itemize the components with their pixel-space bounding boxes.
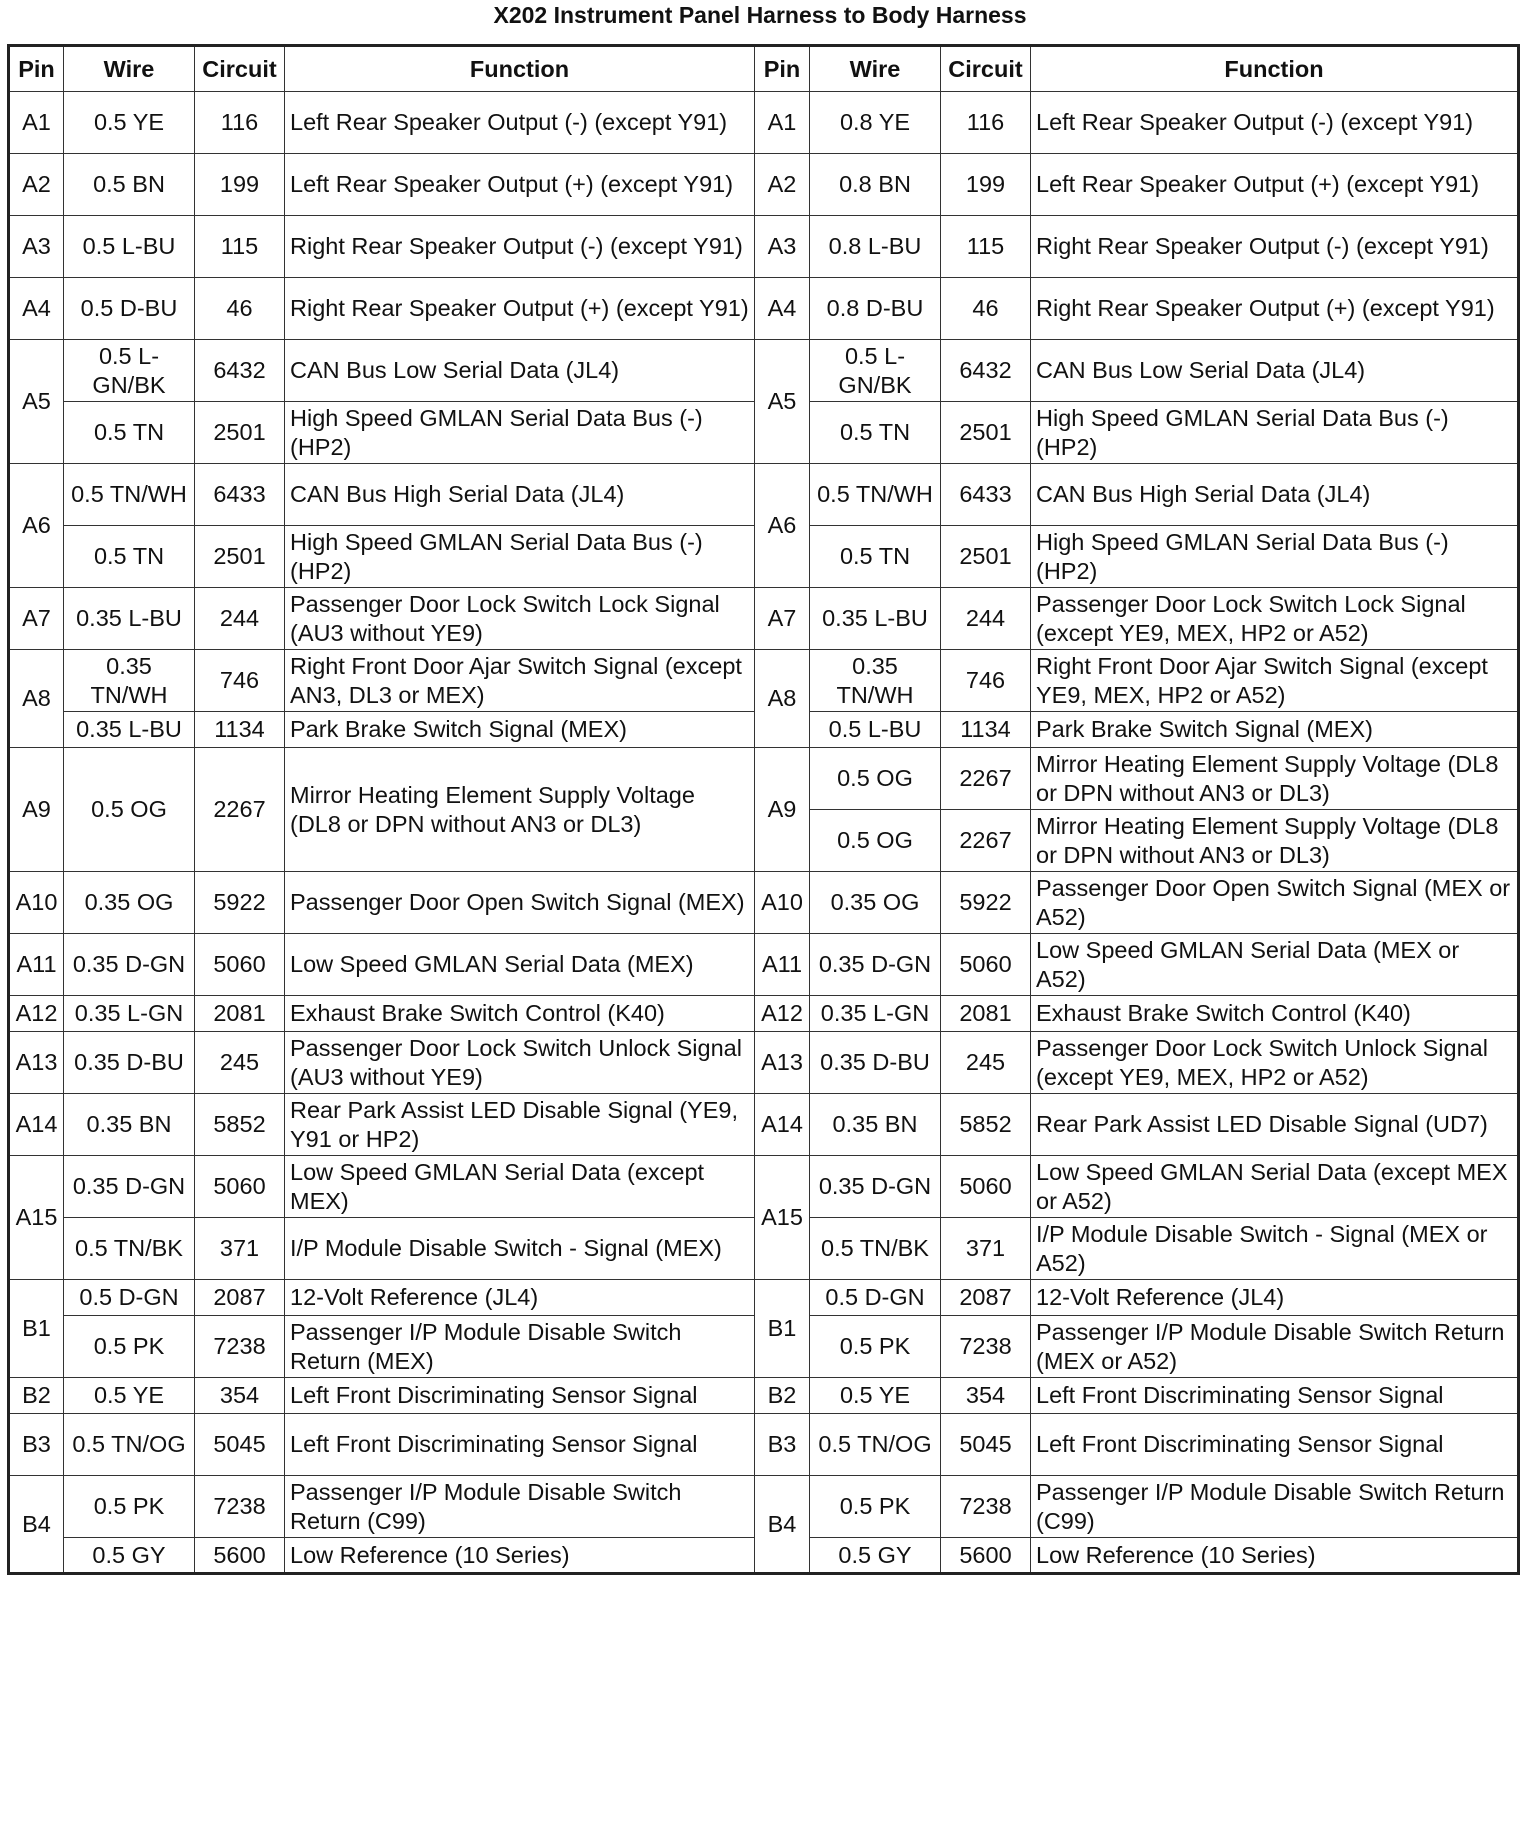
circuit-cell-right: 115 — [941, 216, 1031, 278]
pin-cell-left: A14 — [9, 1094, 64, 1156]
wire-cell-right: 0.5 GY — [810, 1538, 941, 1574]
pin-cell-left: A10 — [9, 872, 64, 934]
pin-cell-right: A9 — [755, 748, 810, 872]
circuit-cell-right: 244 — [941, 588, 1031, 650]
function-cell-right: Right Rear Speaker Output (+) (except Y91) — [1031, 278, 1519, 340]
wire-cell-left: 0.5 TN/OG — [64, 1414, 195, 1476]
header-function: Function — [1031, 46, 1519, 92]
function-cell-right: I/P Module Disable Switch - Signal (MEX or A52) — [1031, 1218, 1519, 1280]
circuit-cell-left: 116 — [195, 92, 285, 154]
header-circuit: Circuit — [195, 46, 285, 92]
pin-cell-right: A14 — [755, 1094, 810, 1156]
circuit-cell-right: 6432 — [941, 340, 1031, 402]
table-row — [9, 1280, 1519, 1316]
function-cell-left: CAN Bus Low Serial Data (JL4) — [285, 340, 755, 402]
function-cell-right: Right Front Door Ajar Switch Signal (except YE9, MEX, HP2 or A52) — [1031, 650, 1519, 712]
wire-cell-right: 0.5 L-GN/BK — [810, 340, 941, 402]
pin-cell-left: A11 — [9, 934, 64, 996]
pin-cell-right: A13 — [755, 1032, 810, 1094]
table-row — [9, 1156, 1519, 1218]
wire-cell-left: 0.35 OG — [64, 872, 195, 934]
pin-cell-left: A4 — [9, 278, 64, 340]
pin-cell-left: B4 — [9, 1476, 64, 1574]
circuit-cell-right: 116 — [941, 92, 1031, 154]
function-cell-left: Left Rear Speaker Output (-) (except Y91) — [285, 92, 755, 154]
wire-cell-right: 0.35 L-GN — [810, 996, 941, 1032]
pin-cell-right: B1 — [755, 1280, 810, 1378]
wire-cell-right: 0.35 OG — [810, 872, 941, 934]
wire-cell-right: 0.5 PK — [810, 1476, 941, 1538]
wire-cell-left: 0.5 PK — [64, 1476, 195, 1538]
function-cell-right: CAN Bus Low Serial Data (JL4) — [1031, 340, 1519, 402]
pin-cell-right: A4 — [755, 278, 810, 340]
wire-cell-right: 0.5 TN/BK — [810, 1218, 941, 1280]
pin-cell-right: A11 — [755, 934, 810, 996]
function-cell-right: Low Speed GMLAN Serial Data (except MEX or A52) — [1031, 1156, 1519, 1218]
pin-cell-right: A3 — [755, 216, 810, 278]
table-row — [9, 588, 1519, 650]
circuit-cell-left: 46 — [195, 278, 285, 340]
wire-cell-left: 0.5 L-GN/BK — [64, 340, 195, 402]
circuit-cell-right: 7238 — [941, 1476, 1031, 1538]
table-row — [9, 154, 1519, 216]
circuit-cell-left: 2501 — [195, 526, 285, 588]
table-row — [9, 1378, 1519, 1414]
pin-cell-left: A6 — [9, 464, 64, 588]
circuit-cell-right: 245 — [941, 1032, 1031, 1094]
function-cell-left: Passenger I/P Module Disable Switch Return (C99) — [285, 1476, 755, 1538]
function-cell-right: Mirror Heating Element Supply Voltage (DL8 or DPN without AN3 or DL3) — [1031, 748, 1519, 810]
pin-cell-left: A15 — [9, 1156, 64, 1280]
table-title: X202 Instrument Panel Harness to Body Harness — [493, 2, 1027, 28]
function-cell-left: Right Rear Speaker Output (-) (except Y91) — [285, 216, 755, 278]
function-cell-left: Right Front Door Ajar Switch Signal (except AN3, DL3 or MEX) — [285, 650, 755, 712]
header-wire: Wire — [64, 46, 195, 92]
wire-cell-left: 0.5 GY — [64, 1538, 195, 1574]
function-cell-right: Low Speed GMLAN Serial Data (MEX or A52) — [1031, 934, 1519, 996]
header-pin: Pin — [755, 46, 810, 92]
wire-cell-left: 0.5 TN — [64, 402, 195, 464]
wire-cell-left: 0.35 D-GN — [64, 1156, 195, 1218]
function-cell-left: I/P Module Disable Switch - Signal (MEX) — [285, 1218, 755, 1280]
wire-cell-right: 0.35 BN — [810, 1094, 941, 1156]
circuit-cell-right: 2501 — [941, 402, 1031, 464]
function-cell-left: Passenger Door Lock Switch Lock Signal (AU3 without YE9) — [285, 588, 755, 650]
function-cell-left: Right Rear Speaker Output (+) (except Y91) — [285, 278, 755, 340]
pin-cell-left: A12 — [9, 996, 64, 1032]
pin-cell-left: A5 — [9, 340, 64, 464]
circuit-cell-right: 371 — [941, 1218, 1031, 1280]
function-cell-right: Mirror Heating Element Supply Voltage (DL8 or DPN without AN3 or DL3) — [1031, 810, 1519, 872]
circuit-cell-right: 2081 — [941, 996, 1031, 1032]
circuit-cell-left: 2267 — [195, 748, 285, 872]
wire-cell-right: 0.5 TN/WH — [810, 464, 941, 526]
function-cell-right: Passenger I/P Module Disable Switch Return (C99) — [1031, 1476, 1519, 1538]
circuit-cell-right: 6433 — [941, 464, 1031, 526]
circuit-cell-right: 2267 — [941, 748, 1031, 810]
table-row — [9, 934, 1519, 996]
function-cell-left: Passenger I/P Module Disable Switch Return (MEX) — [285, 1316, 755, 1378]
table-row — [9, 464, 1519, 526]
pin-cell-left: A3 — [9, 216, 64, 278]
function-cell-left: 12-Volt Reference (JL4) — [285, 1280, 755, 1316]
wire-cell-left: 0.5 D-BU — [64, 278, 195, 340]
function-cell-left: Passenger Door Lock Switch Unlock Signal (AU3 without YE9) — [285, 1032, 755, 1094]
circuit-cell-left: 5060 — [195, 1156, 285, 1218]
wire-cell-left: 0.5 PK — [64, 1316, 195, 1378]
wire-cell-left: 0.35 L-BU — [64, 712, 195, 748]
wire-cell-left: 0.35 D-GN — [64, 934, 195, 996]
circuit-cell-right: 199 — [941, 154, 1031, 216]
pin-cell-right: A8 — [755, 650, 810, 748]
circuit-cell-left: 7238 — [195, 1476, 285, 1538]
pin-cell-left: B1 — [9, 1280, 64, 1378]
wire-cell-left: 0.35 L-GN — [64, 996, 195, 1032]
wire-cell-right: 0.5 D-GN — [810, 1280, 941, 1316]
wire-cell-right: 0.35 TN/WH — [810, 650, 941, 712]
circuit-cell-right: 46 — [941, 278, 1031, 340]
function-cell-left: Passenger Door Open Switch Signal (MEX) — [285, 872, 755, 934]
pin-cell-left: B3 — [9, 1414, 64, 1476]
pin-cell-left: A2 — [9, 154, 64, 216]
function-cell-left: Left Rear Speaker Output (+) (except Y91) — [285, 154, 755, 216]
function-cell-right: Low Reference (10 Series) — [1031, 1538, 1519, 1574]
wire-cell-right: 0.8 BN — [810, 154, 941, 216]
wire-cell-right: 0.5 TN — [810, 402, 941, 464]
circuit-cell-left: 746 — [195, 650, 285, 712]
table-row — [9, 1476, 1519, 1538]
circuit-cell-right: 5060 — [941, 1156, 1031, 1218]
wire-cell-right: 0.5 L-BU — [810, 712, 941, 748]
function-cell-left: Low Speed GMLAN Serial Data (except MEX) — [285, 1156, 755, 1218]
table-row — [9, 650, 1519, 712]
circuit-cell-left: 6433 — [195, 464, 285, 526]
wire-cell-right: 0.5 YE — [810, 1378, 941, 1414]
circuit-cell-left: 5852 — [195, 1094, 285, 1156]
circuit-cell-right: 5852 — [941, 1094, 1031, 1156]
circuit-cell-right: 746 — [941, 650, 1031, 712]
wire-cell-right: 0.5 OG — [810, 748, 941, 810]
function-cell-right: Park Brake Switch Signal (MEX) — [1031, 712, 1519, 748]
wire-cell-left: 0.5 YE — [64, 92, 195, 154]
circuit-cell-left: 5045 — [195, 1414, 285, 1476]
function-cell-left: High Speed GMLAN Serial Data Bus (-) (HP2) — [285, 402, 755, 464]
function-cell-left: Left Front Discriminating Sensor Signal — [285, 1378, 755, 1414]
pin-cell-right: A2 — [755, 154, 810, 216]
pin-cell-left: A13 — [9, 1032, 64, 1094]
pin-cell-left: A9 — [9, 748, 64, 872]
wire-cell-left: 0.5 YE — [64, 1378, 195, 1414]
circuit-cell-left: 199 — [195, 154, 285, 216]
table-body — [9, 92, 1519, 1574]
function-cell-right: Exhaust Brake Switch Control (K40) — [1031, 996, 1519, 1032]
circuit-cell-left: 7238 — [195, 1316, 285, 1378]
function-cell-left: Mirror Heating Element Supply Voltage (DL8 or DPN without AN3 or DL3) — [285, 748, 755, 872]
pin-cell-right: B4 — [755, 1476, 810, 1574]
circuit-cell-right: 2267 — [941, 810, 1031, 872]
wire-cell-right: 0.8 YE — [810, 92, 941, 154]
pinout-table — [7, 44, 1520, 1575]
table-row — [9, 92, 1519, 154]
wire-cell-left: 0.5 TN — [64, 526, 195, 588]
function-cell-right: Rear Park Assist LED Disable Signal (UD7) — [1031, 1094, 1519, 1156]
table-row — [9, 996, 1519, 1032]
wire-cell-left: 0.5 TN/BK — [64, 1218, 195, 1280]
header-wire: Wire — [810, 46, 941, 92]
function-cell-left: Exhaust Brake Switch Control (K40) — [285, 996, 755, 1032]
wire-cell-right: 0.35 D-BU — [810, 1032, 941, 1094]
wire-cell-right: 0.35 L-BU — [810, 588, 941, 650]
function-cell-right: High Speed GMLAN Serial Data Bus (-) (HP2) — [1031, 402, 1519, 464]
circuit-cell-left: 1134 — [195, 712, 285, 748]
table-row — [9, 216, 1519, 278]
circuit-cell-right: 7238 — [941, 1316, 1031, 1378]
pin-cell-right: A1 — [755, 92, 810, 154]
function-cell-left: CAN Bus High Serial Data (JL4) — [285, 464, 755, 526]
table-row — [9, 872, 1519, 934]
circuit-cell-left: 245 — [195, 1032, 285, 1094]
wire-cell-right: 0.8 L-BU — [810, 216, 941, 278]
circuit-cell-right: 5922 — [941, 872, 1031, 934]
function-cell-right: Left Front Discriminating Sensor Signal — [1031, 1414, 1519, 1476]
function-cell-right: Left Front Discriminating Sensor Signal — [1031, 1378, 1519, 1414]
wire-cell-left: 0.5 TN/WH — [64, 464, 195, 526]
wire-cell-right: 0.5 PK — [810, 1316, 941, 1378]
wire-cell-right: 0.5 OG — [810, 810, 941, 872]
circuit-cell-left: 244 — [195, 588, 285, 650]
table-row — [9, 748, 1519, 810]
function-cell-left: Low Speed GMLAN Serial Data (MEX) — [285, 934, 755, 996]
table-row — [9, 340, 1519, 402]
circuit-cell-left: 115 — [195, 216, 285, 278]
circuit-cell-left: 5600 — [195, 1538, 285, 1574]
function-cell-right: High Speed GMLAN Serial Data Bus (-) (HP2) — [1031, 526, 1519, 588]
circuit-cell-right: 5060 — [941, 934, 1031, 996]
function-cell-right: 12-Volt Reference (JL4) — [1031, 1280, 1519, 1316]
wire-cell-left: 0.35 D-BU — [64, 1032, 195, 1094]
pin-cell-left: A1 — [9, 92, 64, 154]
circuit-cell-left: 354 — [195, 1378, 285, 1414]
header-function: Function — [285, 46, 755, 92]
circuit-cell-right: 1134 — [941, 712, 1031, 748]
table-row — [9, 278, 1519, 340]
pin-cell-right: A6 — [755, 464, 810, 588]
function-cell-right: Left Rear Speaker Output (+) (except Y91) — [1031, 154, 1519, 216]
header-pin: Pin — [9, 46, 64, 92]
function-cell-left: Low Reference (10 Series) — [285, 1538, 755, 1574]
wire-cell-left: 0.5 OG — [64, 748, 195, 872]
function-cell-right: CAN Bus High Serial Data (JL4) — [1031, 464, 1519, 526]
function-cell-right: Passenger Door Open Switch Signal (MEX or A52) — [1031, 872, 1519, 934]
pin-cell-right: A7 — [755, 588, 810, 650]
header-circuit: Circuit — [941, 46, 1031, 92]
header-row — [9, 46, 1519, 92]
circuit-cell-right: 354 — [941, 1378, 1031, 1414]
table-row — [9, 1032, 1519, 1094]
pin-cell-left: A8 — [9, 650, 64, 748]
pin-cell-right: B2 — [755, 1378, 810, 1414]
pin-cell-right: A12 — [755, 996, 810, 1032]
wire-cell-left: 0.5 BN — [64, 154, 195, 216]
circuit-cell-left: 2087 — [195, 1280, 285, 1316]
function-cell-right: Left Rear Speaker Output (-) (except Y91) — [1031, 92, 1519, 154]
circuit-cell-left: 2081 — [195, 996, 285, 1032]
wire-cell-right: 0.35 D-GN — [810, 1156, 941, 1218]
table-row — [9, 1414, 1519, 1476]
circuit-cell-right: 2501 — [941, 526, 1031, 588]
pin-cell-right: A15 — [755, 1156, 810, 1280]
function-cell-right: Passenger Door Lock Switch Unlock Signal (except YE9, MEX, HP2 or A52) — [1031, 1032, 1519, 1094]
circuit-cell-right: 2087 — [941, 1280, 1031, 1316]
pin-cell-left: A7 — [9, 588, 64, 650]
circuit-cell-left: 371 — [195, 1218, 285, 1280]
circuit-cell-right: 5600 — [941, 1538, 1031, 1574]
circuit-cell-left: 6432 — [195, 340, 285, 402]
function-cell-left: Rear Park Assist LED Disable Signal (YE9, Y91 or HP2) — [285, 1094, 755, 1156]
pin-cell-left: B2 — [9, 1378, 64, 1414]
table-row — [9, 1094, 1519, 1156]
wire-cell-right: 0.5 TN — [810, 526, 941, 588]
function-cell-right: Passenger I/P Module Disable Switch Return (MEX or A52) — [1031, 1316, 1519, 1378]
wire-cell-left: 0.5 L-BU — [64, 216, 195, 278]
function-cell-left: Left Front Discriminating Sensor Signal — [285, 1414, 755, 1476]
function-cell-right: Passenger Door Lock Switch Lock Signal (except YE9, MEX, HP2 or A52) — [1031, 588, 1519, 650]
wire-cell-right: 0.35 D-GN — [810, 934, 941, 996]
circuit-cell-left: 5060 — [195, 934, 285, 996]
wire-cell-left: 0.35 BN — [64, 1094, 195, 1156]
pin-cell-right: A5 — [755, 340, 810, 464]
wire-cell-right: 0.8 D-BU — [810, 278, 941, 340]
function-cell-right: Right Rear Speaker Output (-) (except Y91) — [1031, 216, 1519, 278]
wire-cell-right: 0.5 TN/OG — [810, 1414, 941, 1476]
wire-cell-left: 0.35 L-BU — [64, 588, 195, 650]
wire-cell-left: 0.5 D-GN — [64, 1280, 195, 1316]
pin-cell-right: B3 — [755, 1414, 810, 1476]
wire-cell-left: 0.35 TN/WH — [64, 650, 195, 712]
function-cell-left: Park Brake Switch Signal (MEX) — [285, 712, 755, 748]
pin-cell-right: A10 — [755, 872, 810, 934]
circuit-cell-left: 2501 — [195, 402, 285, 464]
function-cell-left: High Speed GMLAN Serial Data Bus (-) (HP2) — [285, 526, 755, 588]
circuit-cell-left: 5922 — [195, 872, 285, 934]
circuit-cell-right: 5045 — [941, 1414, 1031, 1476]
